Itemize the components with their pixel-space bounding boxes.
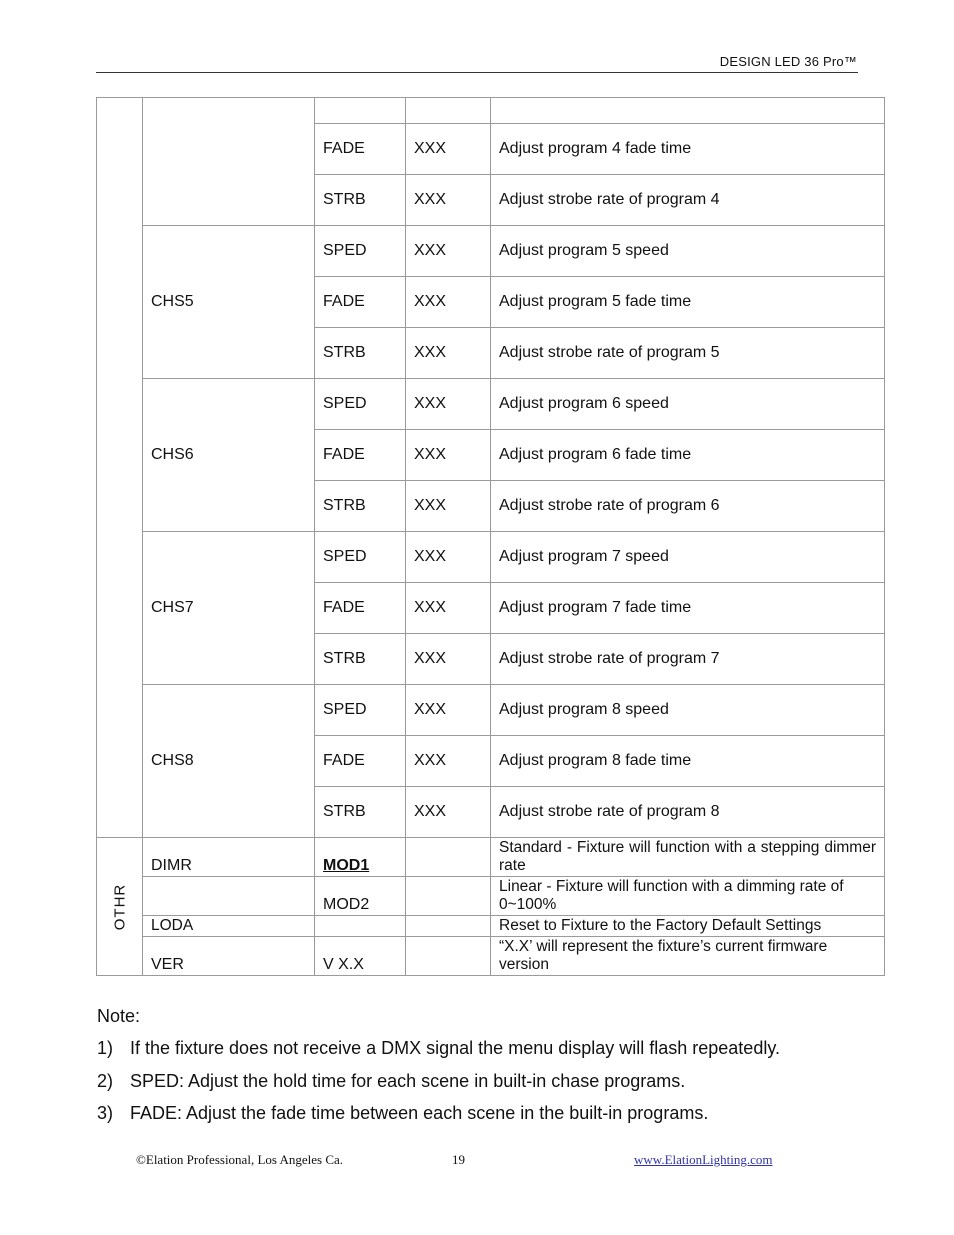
value-cell: XXX [406, 277, 491, 328]
description-cell: Linear - Fixture will function with a dimming rate of 0~100% [491, 877, 885, 916]
description-cell: Adjust program 6 speed [491, 379, 885, 430]
note-number: 1) [97, 1038, 114, 1058]
table-row [97, 937, 885, 976]
function-cell: FADE [315, 583, 406, 634]
group-name-cell: DIMR [143, 838, 315, 877]
function-cell: FADE [315, 277, 406, 328]
value-cell: XXX [406, 736, 491, 787]
value-cell [406, 877, 491, 916]
footer-page-number: 19 [452, 1152, 465, 1167]
note-text: SPED: Adjust the hold time for each scene in built-in chase programs. [130, 1070, 686, 1091]
mode-cell-othr [97, 838, 143, 976]
notes-title: Note: [97, 1006, 141, 1026]
group-name-cell: CHS6 [143, 379, 315, 532]
table-row [97, 838, 885, 877]
value-cell: XXX [406, 685, 491, 736]
function-cell: STRB [315, 634, 406, 685]
note-item [97, 1070, 877, 1092]
value-cell: XXX [406, 226, 491, 277]
table-row [97, 532, 885, 583]
note-item [97, 1102, 877, 1124]
header-divider [96, 72, 858, 73]
function-cell [315, 916, 406, 937]
note-text: FADE: Adjust the fade time between each scene in the built-in programs. [130, 1103, 709, 1123]
footer-copyright: ©Elation Professional, Los Angeles Ca. [136, 1152, 344, 1167]
description-cell: Standard - Fixture will function with a stepping dimmer rate [491, 838, 885, 877]
description-cell [491, 98, 885, 124]
description-cell: “X.X’ will represent the fixture’s current firmware version [491, 937, 885, 976]
description-cell: Adjust program 8 speed [491, 685, 885, 736]
description-cell: Adjust strobe rate of program 4 [491, 175, 885, 226]
value-cell: XXX [406, 634, 491, 685]
function-cell: MOD2 [315, 877, 406, 916]
group-name-cell: CHS5 [143, 226, 315, 379]
value-cell: XXX [406, 583, 491, 634]
function-cell: FADE [315, 736, 406, 787]
othr-label: OTHR [111, 883, 128, 930]
description-cell: Adjust program 7 speed [491, 532, 885, 583]
note-number: 3) [97, 1103, 114, 1123]
function-cell: STRB [315, 481, 406, 532]
note-text: If the fixture does not receive a DMX signal the menu display will flash repeatedly. [130, 1038, 780, 1058]
value-cell: XXX [406, 328, 491, 379]
description-cell: Reset to Fixture to the Factory Default Settings [491, 916, 885, 937]
description-cell: Adjust program 5 fade time [491, 277, 885, 328]
value-cell [406, 98, 491, 124]
group-name-cell: VER [143, 937, 315, 976]
function-cell: FADE [315, 430, 406, 481]
page-footer [0, 1152, 954, 1170]
mod1-option: MOD1 [323, 857, 370, 874]
value-cell [406, 937, 491, 976]
note-item [97, 1037, 877, 1059]
value-cell: XXX [406, 787, 491, 838]
function-cell: SPED [315, 226, 406, 277]
description-cell: Adjust program 7 fade time [491, 583, 885, 634]
value-cell: XXX [406, 379, 491, 430]
function-cell: STRB [315, 787, 406, 838]
value-cell [406, 838, 491, 877]
table-row [97, 877, 885, 916]
value-cell: XXX [406, 175, 491, 226]
table-row [97, 916, 885, 937]
description-cell: Adjust program 5 speed [491, 226, 885, 277]
function-cell: SPED [315, 379, 406, 430]
function-cell: SPED [315, 532, 406, 583]
value-cell: XXX [406, 532, 491, 583]
group-cell-continued [143, 98, 315, 226]
menu-settings-table [96, 97, 885, 976]
description-cell: Adjust strobe rate of program 8 [491, 787, 885, 838]
value-cell: XXX [406, 430, 491, 481]
group-name-cell: LODA [143, 916, 315, 937]
value-cell: XXX [406, 481, 491, 532]
description-cell: Adjust strobe rate of program 7 [491, 634, 885, 685]
document-header-title: DESIGN LED 36 Pro™ [719, 54, 857, 69]
note-number: 2) [97, 1070, 114, 1091]
description-cell: Adjust strobe rate of program 6 [491, 481, 885, 532]
function-cell [315, 98, 406, 124]
value-cell [406, 916, 491, 937]
group-name-cell: CHS8 [143, 685, 315, 838]
group-name-cell: CHS7 [143, 532, 315, 685]
notes-section [97, 1005, 877, 1135]
function-cell: STRB [315, 328, 406, 379]
function-cell: STRB [315, 175, 406, 226]
function-cell: SPED [315, 685, 406, 736]
table-row [97, 226, 885, 277]
table-row [97, 379, 885, 430]
value-cell: XXX [406, 124, 491, 175]
description-cell: Adjust strobe rate of program 5 [491, 328, 885, 379]
description-cell: Adjust program 8 fade time [491, 736, 885, 787]
function-cell: V X.X [315, 937, 406, 976]
function-cell [315, 838, 406, 877]
function-cell: FADE [315, 124, 406, 175]
table-row [97, 685, 885, 736]
description-cell: Adjust program 6 fade time [491, 430, 885, 481]
table-row [97, 98, 885, 124]
footer-website-link[interactable]: www.ElationLighting.com [634, 1152, 773, 1167]
mode-cell-continued [97, 98, 143, 838]
group-name-cell [143, 877, 315, 916]
description-cell: Adjust program 4 fade time [491, 124, 885, 175]
